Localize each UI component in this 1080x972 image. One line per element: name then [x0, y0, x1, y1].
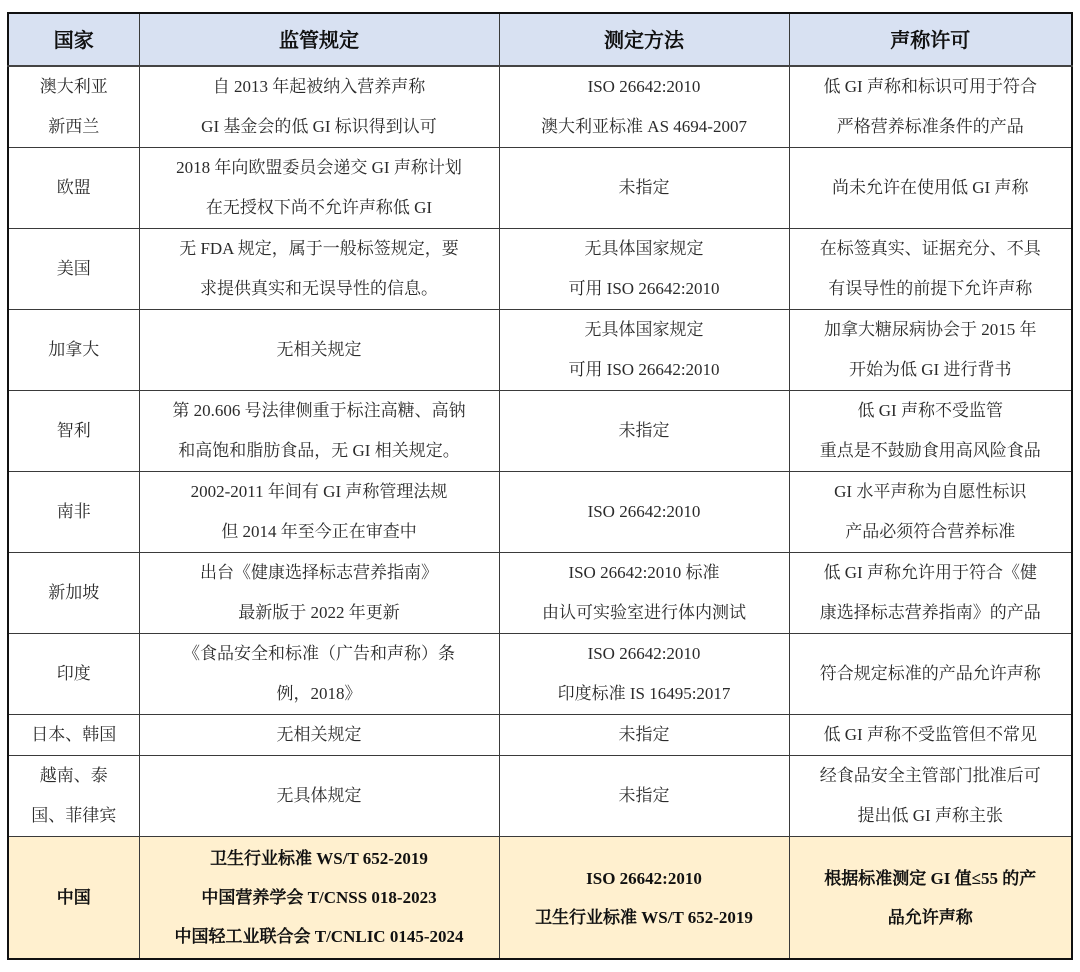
claim-cell: 加拿大糖尿病协会于 2015 年 开始为低 GI 进行背书	[789, 310, 1072, 391]
claim-cell: 根据标准测定 GI 值≤55 的产 品允许声称	[789, 837, 1072, 960]
country-cell: 中国	[8, 837, 139, 960]
claim-cell: 低 GI 声称和标识可用于符合 严格营养标准条件的产品	[789, 66, 1072, 148]
table-row	[8, 391, 1072, 472]
method-cell: 未指定	[499, 756, 789, 837]
header-claim: 声称许可	[789, 13, 1072, 66]
regulation-cell: 卫生行业标准 WS/T 652-2019 中国营养学会 T/CNSS 018-2023 中国轻工业联合会 T/CNLIC 0145-2024	[139, 837, 499, 960]
claim-cell: 符合规定标准的产品允许声称	[789, 634, 1072, 715]
regulation-cell: 无相关规定	[139, 310, 499, 391]
gi-regulation-table-container	[7, 12, 1071, 960]
header-row	[8, 13, 1072, 66]
gi-regulation-table	[7, 12, 1073, 960]
regulation-cell: 无相关规定	[139, 715, 499, 756]
header-method: 测定方法	[499, 13, 789, 66]
method-cell: ISO 26642:2010 印度标准 IS 16495:2017	[499, 634, 789, 715]
method-cell: 未指定	[499, 391, 789, 472]
country-cell: 欧盟	[8, 148, 139, 229]
regulation-cell: 无具体规定	[139, 756, 499, 837]
regulation-cell: 出台《健康选择标志营养指南》 最新版于 2022 年更新	[139, 553, 499, 634]
header-country: 国家	[8, 13, 139, 66]
table-row	[8, 66, 1072, 148]
claim-cell: GI 水平声称为自愿性标识 产品必须符合营养标准	[789, 472, 1072, 553]
method-cell: ISO 26642:2010 标准 由认可实验室进行体内测试	[499, 553, 789, 634]
regulation-cell: 2018 年向欧盟委员会递交 GI 声称计划 在无授权下尚不允许声称低 GI	[139, 148, 499, 229]
country-cell: 越南、泰 国、菲律宾	[8, 756, 139, 837]
regulation-cell: 2002-2011 年间有 GI 声称管理法规 但 2014 年至今正在审查中	[139, 472, 499, 553]
table-row	[8, 715, 1072, 756]
method-cell: ISO 26642:2010	[499, 472, 789, 553]
country-cell: 智利	[8, 391, 139, 472]
table-row	[8, 756, 1072, 837]
table-row	[8, 634, 1072, 715]
claim-cell: 低 GI 声称允许用于符合《健 康选择标志营养指南》的产品	[789, 553, 1072, 634]
header-regulation: 监管规定	[139, 13, 499, 66]
country-cell: 南非	[8, 472, 139, 553]
method-cell: ISO 26642:2010 澳大利亚标准 AS 4694-2007	[499, 66, 789, 148]
method-cell: ISO 26642:2010 卫生行业标准 WS/T 652-2019	[499, 837, 789, 960]
table-row	[8, 553, 1072, 634]
claim-cell: 低 GI 声称不受监管但不常见	[789, 715, 1072, 756]
country-cell: 美国	[8, 229, 139, 310]
regulation-cell: 自 2013 年起被纳入营养声称 GI 基金会的低 GI 标识得到认可	[139, 66, 499, 148]
method-cell: 无具体国家规定 可用 ISO 26642:2010	[499, 310, 789, 391]
method-cell: 未指定	[499, 148, 789, 229]
table-row	[8, 148, 1072, 229]
country-cell: 新加坡	[8, 553, 139, 634]
country-cell: 印度	[8, 634, 139, 715]
table-row	[8, 310, 1072, 391]
country-cell: 澳大利亚 新西兰	[8, 66, 139, 148]
claim-cell: 在标签真实、证据充分、不具 有误导性的前提下允许声称	[789, 229, 1072, 310]
table-row	[8, 472, 1072, 553]
claim-cell: 经食品安全主管部门批准后可 提出低 GI 声称主张	[789, 756, 1072, 837]
table-row-highlighted	[8, 837, 1072, 960]
country-cell: 日本、韩国	[8, 715, 139, 756]
method-cell: 未指定	[499, 715, 789, 756]
claim-cell: 低 GI 声称不受监管 重点是不鼓励食用高风险食品	[789, 391, 1072, 472]
regulation-cell: 无 FDA 规定，属于一般标签规定，要 求提供真实和无误导性的信息。	[139, 229, 499, 310]
regulation-cell: 《食品安全和标准（广告和声称）条 例，2018》	[139, 634, 499, 715]
regulation-cell: 第 20.606 号法律侧重于标注高糖、高钠 和高饱和脂肪食品，无 GI 相关规定。	[139, 391, 499, 472]
method-cell: 无具体国家规定 可用 ISO 26642:2010	[499, 229, 789, 310]
claim-cell: 尚未允许在使用低 GI 声称	[789, 148, 1072, 229]
table-row	[8, 229, 1072, 310]
country-cell: 加拿大	[8, 310, 139, 391]
